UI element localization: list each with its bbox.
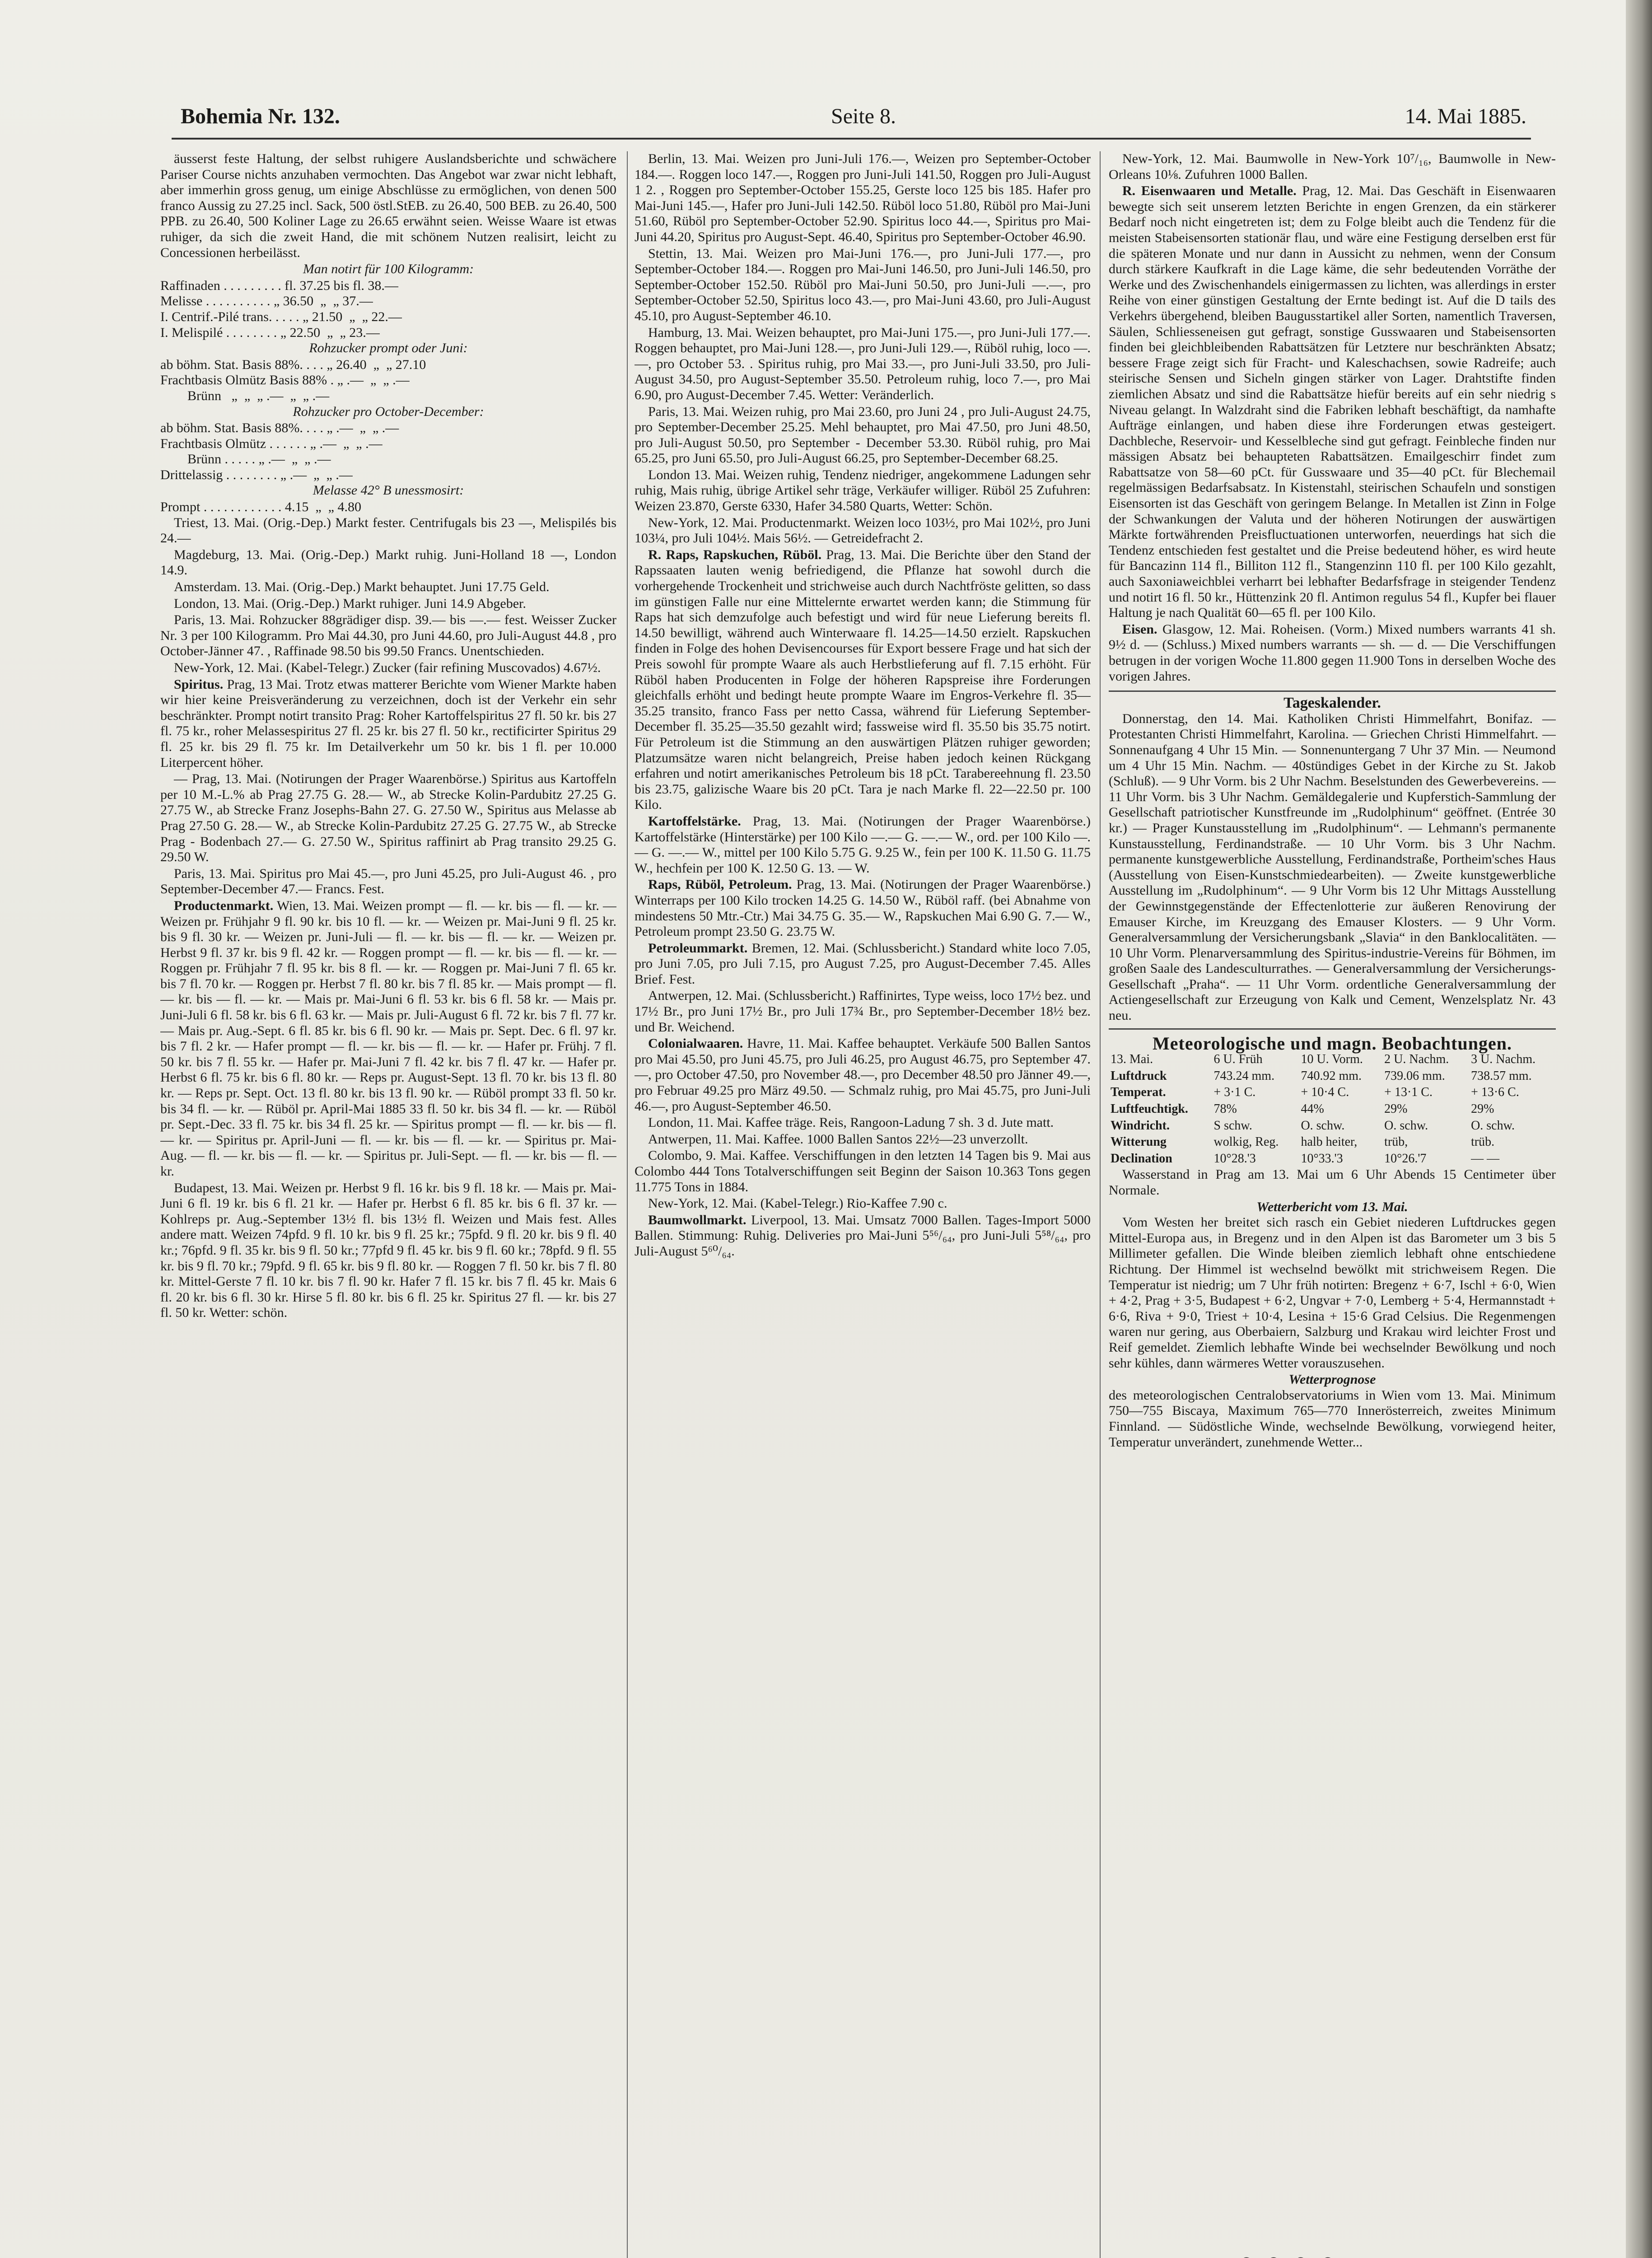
meteo-header-cell: 3 U. Nachm. xyxy=(1471,1052,1536,1067)
subheading: Melasse 42° B unessmosirt: xyxy=(313,483,464,498)
market-report: Colombo, 9. Mai. Kaffee. Verschiffungen in den letzten 14 Tagen bis 9. Mai aus Colombo 444 Tons Totalverschiffungen seit Beginn der Saison 10.363 Tons gegen 11.775 Tons in 1884. xyxy=(635,1148,1091,1194)
price-line: Brünn „ „ „ .— „ „ .— xyxy=(160,388,330,403)
market-report: Triest, 13. Mai. (Orig.-Dep.) Markt fester. Centrifugals bis 23 —, Melispilés bis 24.— xyxy=(160,515,616,546)
price-line: I. Melispilé . . . . . . . . „ 22.50 „ „ 23.— xyxy=(160,325,380,340)
meteo-row-label: Witterung xyxy=(1111,1135,1167,1149)
market-report: — Prag, 13. Mai. (Notirungen der Prager Waarenbörse.) Spiritus aus Kartoffeln per 10 M.-L.% ab Prag 27.75 G. 28.— W., ab Strecke Kolin-Pardubitz 27.25 G. 27.75 W., ab Strecke Franz Josephs-Bahn 27. G. 27.50 W., Spiritus aus Melasse ab Prag 27.50 G. 28.— W., ab Strecke Kolin-Pardubitz 27.25 G. 27.75 W., ab Strecke Prag - Bodenbach 27.— G. 27.50 W., Spiritus raffinirt ab Prag transito 29.25 G. 29.50 W. xyxy=(160,771,616,865)
meteo-row xyxy=(1109,1084,1556,1101)
meteo-cell: 10°33.'3 xyxy=(1301,1151,1343,1166)
market-report xyxy=(635,941,1091,988)
price-line: Prompt . . . . . . . . . . . . 4.15 „ „ 4.80 xyxy=(160,499,361,515)
market-report xyxy=(160,898,616,1180)
market-report: Magdeburg, 13. Mai. (Orig.-Dep.) Markt ruhig. Juni-Holland 18 —, London 14.9. xyxy=(160,547,616,578)
meteo-cell: O. schw. xyxy=(1384,1118,1428,1133)
market-report: Amsterdam. 13. Mai. (Orig.-Dep.) Markt behauptet. Juni 17.75 Geld. xyxy=(174,579,550,595)
tageskalender-title: Tageskalender. xyxy=(1283,695,1381,712)
subheading: Rohzucker prompt oder Juni: xyxy=(309,341,468,356)
report-body: Prag, 13. Mai. (Notirungen der Prager Waarenbörse.) Kartoffelstärke (Hinterstärke) per 100 Kilo —.— G. —.— W., ord. per 100 Kilo —.— G. —.— W., mittel per 100 Kilo 5.75 G. 9.25 W., fein per 100 K. 11.50 G. 11.75 W., hechfein per 100 K. 12.50 G. 13. — W. xyxy=(635,813,1091,876)
page-edge-shadow xyxy=(1626,0,1652,2258)
report-heading: Kartoffelstärke. xyxy=(648,813,741,829)
market-report xyxy=(635,547,1091,813)
report-heading: Colonialwaaren. xyxy=(648,1036,743,1051)
prognose-title: Wetterprognose xyxy=(1288,1372,1376,1387)
report-heading: Eisen. xyxy=(1122,621,1157,637)
prognose-text: des meteorologischen Centralobservatoriums in Wien vom 13. Mai. Minimum 750—755 Biscaya, Maximum 765—770 Innerösterreich, zweites Minimum Finnland. — Südöstliche Winde, wechselnde Bewölkung, vorwiegend heiter, Temperatur unverändert, zunehmende Wetter... xyxy=(1109,1387,1556,1450)
column-2 xyxy=(635,151,1091,2258)
page-number: Seite 8. xyxy=(831,104,896,128)
report-heading: Raps, Rüböl, Petroleum. xyxy=(648,877,792,892)
market-report: London, 11. Mai. Kaffee träge. Reis, Rangoon-Ladung 7 sh. 3 d. Jute matt. xyxy=(648,1115,1054,1130)
price-line: Drittelassig . . . . . . . . „ .— „ „ .— xyxy=(160,467,353,482)
report-body: Bremen, 12. Mai. (Schlussbericht.) Standard white loco 7.05, pro Juni 7.05, pro Juli 7.15, pro August 7.25, pro August-December 7.45. Alles Brief. Fest. xyxy=(635,940,1091,987)
market-report: Berlin, 13. Mai. Weizen pro Juni-Juli 176.—, Weizen pro September-October 184.—. Roggen loco 147.—, Roggen pro Juni-Juli 141.50, Roggen pro Juli-August 1 2. , Roggen pro September-October 155.25, Gerste loco 125 bis 185. Hafer pro Mai-Juni 145.—, Hafer pro Juni-Juli 142.50. Rüböl loco 51.80, Rüböl pro Mai-Juni 51.60, Rüböl pro September-October 52.90. Spiritus loco 44.—, Spiritus pro Mai-Juni 44.20, Spiritus pro August-Sept. 46.40, Spiritus pro September-October 46.90. xyxy=(635,151,1091,244)
meteo-row-label: Temperat. xyxy=(1111,1085,1166,1100)
market-report xyxy=(635,877,1091,939)
meteo-header-cell: 10 U. Vorm. xyxy=(1301,1052,1363,1067)
market-report: Hamburg, 13. Mai. Weizen behauptet, pro Mai-Juni 175.—, pro Juni-Juli 177.—. Roggen behauptet, pro Mai-Juni 128.—, pro Juni-Juli 129.—, Rüböl ruhig, loco —.—, pro October 53. . Spiritus ruhig, pro Mai 33.—, pro Juni-Juli 33.50, pro Juli-August 34.50, pro August-September 35.50. Petroleum ruhig, loco 7.—, pro Mai 6.90, pro August-December 7.45. Wetter: Veränderlich. xyxy=(635,325,1091,402)
market-report: Budapest, 13. Mai. Weizen pr. Herbst 9 fl. 16 kr. bis 9 fl. 18 kr. — Mais pr. Mai-Juni 6 fl. 19 kr. bis 6 fl. 21 kr. — Hafer pr. Herbst 6 fl. 85 kr. bis 6 fl. 37 kr. — Kohlreps pr. Aug.-September 13½ fl. bis 13½ fl. Weizen und Mais fest. Alles andere matt. Weizen 74pfd. 9 fl. 10 kr. bis 9 fl. 25 kr.; 75pfd. 9 fl. 20 kr. bis 9 fl. 40 kr.; 76pfd. 9 fl. 35 kr. bis 9 fl. 50 kr.; 77pfd 9 fl. 45 kr. bis 9 fl. 60 kr.; 78pfd. 9 fl. 55 kr. bis 9 fl. 70 kr.; 79pfd. 9 fl. 65 kr. bis 9 fl. 80 kr. — Roggen 7 fl. 50 kr. bis 7 fl. 80 kr. Mittel-Gerste 7 fl. 10 kr. bis 7 fl. 90 kr. Hafer 7 fl. 15 kr. bis 7 fl. 45 kr. Mais 6 fl. 20 kr. bis 6 fl. 30 kr. Hirse 5 fl. 80 kr. bis 6 fl. 25 kr. Spiritus 27 fl. — kr. bis 27 fl. 50 kr. Wetter: schön. xyxy=(160,1180,616,1320)
meteo-row xyxy=(1109,1068,1556,1085)
meteo-cell: 10°26.'7 xyxy=(1384,1151,1427,1166)
meteo-cell: + 13·6 C. xyxy=(1471,1085,1519,1100)
meteo-cell: 738.57 mm. xyxy=(1471,1068,1532,1083)
page-header xyxy=(172,104,1526,135)
report-body: Liverpool, 13. Mai. Umsatz 7000 Ballen. Tages-Import 5000 Ballen. Stimmung: Ruhig. Deliveries pro Mai-Juni 5⁵⁶/₆₄, pro Juni-Juli 5⁵⁸/₆₄, pro Juli-August 5⁶⁰/₆₄. xyxy=(635,1212,1091,1259)
meteo-section xyxy=(1109,1033,1556,1450)
meteo-cell: 78% xyxy=(1213,1102,1237,1116)
market-report xyxy=(160,677,616,771)
market-report: Stettin, 13. Mai. Weizen pro Mai-Juni 176.—, pro Juni-Juli 177.—, pro September-October 184.—. Roggen pro Mai-Juni 146.50, pro Juni-Juli 146.50, pro September-October 152.50. Rüböl pro Mai-Juni 50.50, pro Juni-Juli —.—, pro September-October 52.50, Spiritus loco 43.—, pro Mai-Juni 43.60, pro Juli-August 45.10, pro August-September 46.10. xyxy=(635,246,1091,323)
market-report xyxy=(1109,622,1556,684)
meteo-row-label: Declination xyxy=(1111,1151,1172,1166)
meteo-title: Meteorologische und magn. Beobachtungen. xyxy=(1153,1033,1512,1054)
report-body: Glasgow, 12. Mai. Roheisen. (Vorm.) Mixed numbers warrants 41 sh. 9½ d. — (Schluss.) Mixed numbers warrants — sh. — d. — Die Verschiffungen betrugen in der vorigen Woche 11.800 gegen 11.900 Tons in derselben Woche des vorigen Jahres. xyxy=(1109,621,1556,684)
meteo-row-label: Windricht. xyxy=(1111,1118,1170,1133)
market-report xyxy=(635,1213,1091,1260)
meteo-cell: 29% xyxy=(1384,1102,1408,1116)
price-line: I. Centrif.-Pilé trans. . . . . „ 21.50 „ „ 22.— xyxy=(160,309,402,324)
column-1 xyxy=(160,151,616,2258)
market-report: Antwerpen, 12. Mai. (Schlussbericht.) Raffinirtes, Type weiss, loco 17½ bez. und 17½ Br., pro Juni 17½ Br., pro Juli 17¾ Br., pro September-December 18½ bez. und Br. Weichend. xyxy=(635,988,1091,1035)
column-3-articles xyxy=(1109,151,1556,684)
meteo-row xyxy=(1109,1151,1556,1167)
price-line: Frachtbasis Olmütz Basis 88% . „ .— „ „ .— xyxy=(160,373,410,388)
wetterbericht-text: Vom Westen her breitet sich rasch ein Gebiet niederen Luftdruckes gegen Mittel-Europa aus, in Bregenz und in den Alpen ist das Barometer um 3 bis 5 Millimeter gefallen. Die Winde bleiben ziemlich lebhaft ohne entschiedene Richtung. Der Himmel ist wechselnd bewölkt mit strichweisem Regen. Die Temperatur ist niedrig; um 7 Uhr früh notirten: Bregenz + 6·7, Ischl + 6·0, Wien + 4·2, Prag + 3·5, Budapest + 6·2, Ungvar + 7·0, Lemberg + 5·4, Hermannstadt + 6·6, Riva + 9·0, Triest + 10·4, Lesina + 15·6 Grad Celsius. Die Regenmengen waren nur gering, aus Oberbaiern, Salzburg und Krakau wird leichter Frost und Reif gemeldet. Ziemlich lebhafte Winde bei wechselnder Bewölkung und noch sehr kühles, dann wärmeres Wetter vorauszusehen. xyxy=(1109,1215,1556,1371)
price-line: Frachtbasis Olmütz . . . . . . „ .— „ „ .— xyxy=(160,436,383,451)
meteo-cell: + 10·4 C. xyxy=(1301,1085,1349,1100)
report-body: Prag, 13. Mai. (Notirungen der Prager Waarenbörse.) Winterraps per 100 Kilo trocken 14.25 G. 14.50 W., Rüböl raff. (bei Abnahme von mindestens 50 Mtr.-Ctr.) Mai 34.75 G. 35.— W., Rapskuchen Mai 6.90 G. 7.— W., Petroleum prompt 23.50 G. 23.75 W. xyxy=(635,877,1091,939)
report-body: Prag, 13 Mai. Trotz etwas matterer Berichte vom Wiener Markte haben wir hier keine Preisveränderung zu verzeichnen, doch ist der Verkehr ein sehr beschränkter. Prompt notirt transito Prag: Roher Kartoffelspiritus 27 fl. 50 kr. bis 27 fl. 75 kr., roher Melassespiritus 27 fl. 25 kr. bis 27 fl. 50 kr., rectificirter Spiritus 29 fl. 25 kr. bis 29 fl. 75 kr. Im Detailverkehr um 50 kr. bis 1 fl. per 10.000 Literpercent höher. xyxy=(160,676,616,770)
market-report: Paris, 13. Mai. Rohzucker 88grädiger disp. 39.— bis —.— fest. Weisser Zucker Nr. 3 per 100 Kilogramm. Pro Mai 44.30, pro Juni 44.60, pro Juli-August 44.8 , pro October-Jänner 47. , Raffinade 98.50 bis 99.50 Francs. Unentschieden. xyxy=(160,612,616,659)
meteo-cell: O. schw. xyxy=(1471,1118,1515,1133)
meteo-cell: S schw. xyxy=(1213,1118,1252,1133)
issue-date: 14. Mai 1885. xyxy=(1405,104,1526,128)
report-body: Havre, 11. Mai. Kaffee behauptet. Verkäufe 500 Ballen Santos pro Mai 45.50, pro Juni 45.75, pro Juli 46.25, pro August 46.75, pro September 47.—, pro October 47.50, pro November 48.—, pro December 48.50 pro Jänner 49.—, pro Februar 49.25 pro März 49.50. — Schmalz ruhig, pro Mai 45.75, pro Juni-Juli 46.—, pro August-September 46.50. xyxy=(635,1036,1091,1114)
header-rule xyxy=(172,138,1531,140)
report-body: Prag, 13. Mai. Die Berichte über den Stand der Rapssaaten lauten wenig befriedigend, die Pflanze hat sowohl durch die vorhergehende Trockenheit und strichweise auch durch Nachtfröste gelitten, so dass im günstigen Falle nur eine Mittelernte erwartet werden kann; die Stimmung für Raps hat sich demzufolge auch befestigt und wird für neue Lieferung bereits fl. 14.50 bewilligt, während auch Winterwaare fl. 14.25—14.50 erzielt. Rapskuchen finden in Folge des hohen Devisencourses für Export bessere Frage und hat sich der Preis sowohl für prompte Waare als auch Herbstlieferung auf fl. 7.15 erhöht. Für Rüböl haben Producenten in Folge der höheren Rapspreise ihre Forderungen gleichfalls erhöht und bedingt heute prompte Waare im Engros-Verkehre fl. 35—35.25 transito, franco Fass per netto Cassa, während für Lieferung September-December fl. 35.25—35.50 gezahlt wird; fassweise wird fl. 35.50 bis 35.75 notirt. Für Petroleum ist die Stimmung an den auswärtigen Plätzen ruhiger geworden; Platzumsätze waren nicht belangreich, Preise haben jedoch keinen Rückgang erfahren und notirt amerikanisches Petroleum bis 18 pCt. Tarabereehnung fl. 23.50 bis 23.75, galizische Waare bis 20 pCt. Tara je nach Marke fl. 22—22.50 pr. 100 Kilo. xyxy=(635,547,1091,812)
price-line: ab böhm. Stat. Basis 88%. . . . „ .— „ „ .— xyxy=(160,420,399,436)
market-report: New-York, 12. Mai. (Kabel-Telegr.) Rio-Kaffee 7.90 c. xyxy=(648,1196,947,1211)
tageskalender-text: Donnerstag, den 14. Mai. Katholiken Christi Himmelfahrt, Bonifaz. — Protestanten Christi Himmelfahrt, Karolina. — Griechen Christi Himmelfahrt. — Sonnenaufgang 4 Uhr 15 Min. — Sonnenuntergang 7 Uhr 37 Min. — Neumond um 4 Uhr 15 Min. Nachm. — 40stündiges Gebet in der Kirche zu St. Jakob (Schluß). — 9 Uhr Vorm. bis 2 Uhr Nachm. Beselstunden des Gewerbevereins. — 11 Uhr Vorm. bis 3 Uhr Nachm. Gemäldegalerie und Kupferstich-Sammlung der Gesellschaft patriotischer Kunstfreunde im „Rudolphinum“ geöffnet. (Entrée 30 kr.) — Prager Kunstausstellung im „Rudolphinum“. — Lehmann's permanente Kunstausstellung, Ferdinandstraße. — 10 Uhr Vorm. bis 3 Uhr Nachm. permanente kunstgewerbliche Ausstellung, Ferdinandstraße, Portheim'sches Haus (Ausstellung von Eisen-Kunstschmiedearbeiten). — Zweite kunstgewerbliche Ausstellung im „Rudolphinum“. — 9 Uhr Vorm bis 12 Uhr Mittags Ausstellung der Gewinnstgegenstände der Effectenlotterie zur äußeren Renovirung der Emauser Kirche, im Kreuzgang des Emauser Klosters. — 9 Uhr Vorm. Generalversammlung der Versicherungsbank „Slavia“ in den Banklocalitäten. — 10 Uhr Vorm. Plenarversammlung des Spiritus-industrie-Vereins für Böhmen, im großen Saale des Landesculturrathes. — Generalversammlung der Versicherungs-Gesellschaft „Praha“. — 11 Uhr Vorm. ordentliche Generalversammlung der Actiengesellschaft zur Erzeugung von Kalk und Cement, Wenzelsplatz Nr. 43 neu. xyxy=(1109,711,1556,1023)
meteo-cell: — — xyxy=(1471,1151,1500,1166)
report-body: Wien, 13. Mai. Weizen prompt — fl. — kr. bis — fl. — kr. — Weizen pr. Frühjahr 9 fl. 90 kr. bis 10 fl. — kr. — Weizen pr. Mai-Juni 9 fl. 25 kr. bis 9 fl. 30 kr. — Weizen pr. Juni-Juli — fl. — kr. bis — fl. — kr. — Weizen pr. Herbst 9 fl. 37 kr. bis 9 fl. 42 kr. — Roggen prompt — fl. — kr. bis — fl. — kr. — Roggen pr. Frühjahr 7 fl. 95 kr. bis 8 fl. — kr. — Roggen pr. Mai-Juni 7 fl. 65 kr. bis 7 fl. 70 kr. — Roggen pr. Herbst 7 fl. 80 kr. bis 7 fl. 85 kr. — Mais prompt — fl. — kr. bis — fl. — kr. — Mais pr. Mai-Juni 6 fl. 53 kr. bis 6 fl. 58 kr. — Mais pr. Juni-Juli 6 fl. 58 kr. bis 6 fl. 63 kr. — Mais pr. Juli-August 6 fl. 72 kr. bis 7 fl. 77 kr. — Mais pr. Aug.-Sept. 6 fl. 85 kr. bis 6 fl. 90 kr. — Mais pr. Sept. Dec. 6 fl. 97 kr. bis 7 fl. 2 kr. — Hafer prompt — fl. — kr. bis — fl. — kr. — Hafer pr. Frühj. 7 fl. 50 kr. bis 7 fl. 55 kr. — Hafer pr. Mai-Juni 7 fl. 42 kr. bis 7 fl. 47 kr. — Hafer pr. Herbst 6 fl. 75 kr. bis 6 fl. 80 kr. — Reps pr. August-Sept. 13 fl. 70 kr. bis 13 fl. 80 kr. — Reps pr. Sept. Oct. 13 fl. 80 kr. bis 13 fl. 90 kr. — Rüböl prompt 33 fl. 50 kr. bis 34 fl. — kr. — Rüböl pr. April-Mai 1885 33 fl. 50 kr. bis 34 fl. — kr. — Rüböl pr. Sept.-Dec. 33 fl. 75 kr. bis 34 fl. 25 kr. — Spiritus prompt — fl. — kr. bis — fl. — kr. — Spiritus pr. April-Juni — fl. — kr. bis — fl. — kr. — Spiritus pr. Mai-Aug. — fl. — kr. bis — fl. — kr. — Spiritus pr. Juli-Sept. — fl. — kr. bis — fl. — kr. xyxy=(160,898,616,1179)
subheading: Man notirt für 100 Kilogramm: xyxy=(303,261,474,277)
market-report: New-York, 12. Mai. Baumwolle in New-York 10⁷/₁₆, Baumwolle in New-Orleans 10⅛. Zufuhren 1000 Ballen. xyxy=(1109,151,1556,182)
meteo-header-cell: 2 U. Nachm. xyxy=(1384,1052,1449,1067)
meteo-cell: trüb, xyxy=(1384,1135,1408,1149)
price-line: Raffinaden . . . . . . . . . fl. 37.25 bis fl. 38.— xyxy=(160,278,398,293)
market-report: New-York, 12. Mai. Productenmarkt. Weizen loco 103½, pro Mai 102½, pro Juni 103¼, pro Juli 104½. Mais 56½. — Getreidefracht 2. xyxy=(635,515,1091,546)
column-divider xyxy=(1100,151,1101,2258)
meteo-header-cell: 13. Mai. xyxy=(1111,1052,1153,1067)
market-report: Antwerpen, 11. Mai. Kaffee. 1000 Ballen Santos 22½—23 unverzollt. xyxy=(648,1131,1028,1147)
meteo-row xyxy=(1109,1101,1556,1118)
meteo-table xyxy=(1109,1051,1556,1167)
report-heading: R. Raps, Rapskuchen, Rüböl. xyxy=(648,547,822,562)
market-report: Paris, 13. Mai. Spiritus pro Mai 45.—, pro Juni 45.25, pro Juli-August 46. , pro September-December 47.— Francs. Fest. xyxy=(160,866,616,897)
handwritten-squiggle xyxy=(1237,2251,1355,2258)
tageskalender-box xyxy=(1109,690,1556,1029)
meteo-row-label: Luftdruck xyxy=(1111,1068,1167,1083)
report-heading: Productenmarkt. xyxy=(174,898,274,913)
market-report xyxy=(635,1036,1091,1114)
meteo-cell: halb heiter, xyxy=(1301,1135,1358,1149)
meteo-cell: 743.24 mm. xyxy=(1213,1068,1275,1083)
subheading: Rohzucker pro October-December: xyxy=(293,404,484,419)
meteo-header-cell: 6 U. Früh xyxy=(1213,1052,1263,1067)
meteo-cell: 44% xyxy=(1301,1102,1324,1116)
price-line: Brünn . . . . . „ .— „ „ .— xyxy=(160,452,331,467)
water-level: Wasserstand in Prag am 13. Mai um 6 Uhr Abends 15 Centimeter über Normale. xyxy=(1109,1167,1556,1198)
meteo-cell: 10°28.'3 xyxy=(1213,1151,1256,1166)
market-report: Paris, 13. Mai. Weizen ruhig, pro Mai 23.60, pro Juni 24 , pro Juli-August 24.75, pro September-December 25.25. Mehl behauptet, pro Mai 47.50, pro Juni 48.50, pro Juli-August 50.50, pro September - December 53.30. Rüböl ruhig, pro Mai 65.25, pro Juni 65.50, pro Juli-August 66.25, pro September-December 68.25. xyxy=(635,404,1091,466)
meteo-cell: 739.06 mm. xyxy=(1384,1068,1445,1083)
meteo-cell: O. schw. xyxy=(1301,1118,1345,1133)
meteo-row-label: Luftfeuchtigk. xyxy=(1111,1102,1188,1116)
meteo-cell: trüb. xyxy=(1471,1135,1495,1149)
market-report: äusserst feste Haltung, der selbst ruhigere Auslandsberichte und schwächere Pariser Course nichts anzuhaben vermochten. Das Angebot war zwar nicht lebhaft, aber immerhin gross genug, um einige Abschlüsse zu ermöglichen, von denen 500 franco Aussig zu 27.25 incl. Sack, 500 östl.StEB. zu 26.40, 500 BEB. zu 26.40, 500 PPB. zu 26.40, 500 Koliner Lage zu 26.65 erwähnt seien. Weisse Waare ist etwas ruhiger, da sich die zweit Hand, die mit schönem Nutzen realisirt, leicht zu Concessionen herbeilässt. xyxy=(160,151,616,260)
market-report: London, 13. Mai. (Orig.-Dep.) Markt ruhiger. Juni 14.9 Abgeber. xyxy=(174,596,526,611)
meteo-cell: 29% xyxy=(1471,1102,1494,1116)
meteo-row xyxy=(1109,1118,1556,1134)
newspaper-name: Bohemia Nr. 132. xyxy=(181,104,340,128)
report-heading: Spiritus. xyxy=(174,676,224,692)
market-report xyxy=(1109,183,1556,621)
market-report xyxy=(635,814,1091,876)
meteo-row xyxy=(1109,1134,1556,1151)
market-report: New-York, 12. Mai. (Kabel-Telegr.) Zucker (fair refining Muscovados) 4.67½. xyxy=(174,660,601,675)
meteo-cell: wolkig, Reg. xyxy=(1213,1135,1279,1149)
column-divider xyxy=(627,151,628,2258)
wetterbericht-title: Wetterbericht vom 13. Mai. xyxy=(1256,1199,1408,1214)
report-heading: Petroleummarkt. xyxy=(648,940,748,956)
meteo-cell: + 3·1 C. xyxy=(1213,1085,1256,1100)
report-body: Prag, 12. Mai. Das Geschäft in Eisenwaaren bewegte sich seit unserem letzten Berichte in engen Grenzen, da ein stärkerer Bedarf noch nicht eingetreten ist; dem zu Folge bleibt auch die Tendenz für die meisten Stabeisensorten stationär flau, und wäre eine Festigung derselben erst für die späteren Monate und nur dann in Aussicht zu nehmen, wenn der Consum durch stärkere Kaufkraft in die Lage käme, die sehr bedeutenden Vorräthe der Werke und des Zwischenhandels einigermassen zu lichten, was allerdings in erster Reihe von einer günstigen Gestaltung der Ernte bedingt ist. Auf die D tails des Verkehrs übergehend, bleiben Baugusstartikel aller Sorten, namentlich Traversen, Säulen, Schliesseneisen gut gefragt, sonstige Gusswaaren und Stabeisensorten finden bei gleichbleibenden Rabattsätzen für Letztere nur beschränkten Absatz; bessere Frage zeigt sich für Fracht- und Kaleschachsen, sowie Radreife; auch steirische Sensen und Sicheln gingen stärker von Lager. Drahtstifte finden ziemlichen Absatz und sind die Rabattsätze hiefür bereits auf ein sehr niedrig s Niveau gelangt. In Walzdraht sind die Fabriken lebhaft beschäftigt, da namhafte Aufträge einlangen, und haben diese ihre Forderungen etwas gesteigert. Dachbleche, Reservoir- und Kesselbleche sind gut gefragt. Feinbleche finden nur mässigen Absatz bei behaupteten Rabattsätzen. Emailgeschirr findet zum Rabattsatze von 58—60 pCt. für Gusswaare und 35—40 pCt. für Blechemail regelmässigen Bedarfsabsatz. In Kistenstahl, steirischen Schaufeln und sonstigen Eisensorten ist das Geschäft von geringem Belange. In Metallen ist Zinn in Folge der Schwankungen der Valuta und der höheren Notirungen der auswärtigen Märkte fortwährenden Preisfluctuationen unterworfen, neuerdings hat sich die Tendenz entschieden fest gestaltet und die Preise bedeutend höher, es wird heute für Bancazinn 114 fl., Billiton 112 fl., Stangenzinn 110 fl. per 100 Kilo gezahlt, auch Saxoniaweichblei verharrt bei lebhafter Bedarfsfrage in steigender Tendenz und notirt 16 fl. 50 kr., Hüttenzink 20 fl. Antimon regulus 54 fl., Kupfer bei flauer Haltung je nach Qualität 60—65 fl. per 100 Kilo. xyxy=(1109,183,1556,620)
price-line: ab böhm. Stat. Basis 88%. . . . „ 26.40 „ „ 27.10 xyxy=(160,357,426,372)
report-heading: Baumwollmarkt. xyxy=(648,1212,747,1227)
report-heading: R. Eisenwaaren und Metalle. xyxy=(1122,183,1297,199)
price-line: Melisse . . . . . . . . . . „ 36.50 „ „ 37.— xyxy=(160,294,373,309)
column-3 xyxy=(1109,151,1556,2258)
meteo-cell: + 13·1 C. xyxy=(1384,1085,1433,1100)
meteo-cell: 740.92 mm. xyxy=(1301,1068,1362,1083)
market-report: London 13. Mai. Weizen ruhig, Tendenz niedriger, angekommene Ladungen sehr ruhig, Mais ruhig, übrige Artikel sehr träge, Verkäufer williger. Rüböl 25 Zufuhren: Weizen 23.870, Gerste 6330, Hafer 34.580 Quarts, Wetter: Schön. xyxy=(635,467,1091,514)
